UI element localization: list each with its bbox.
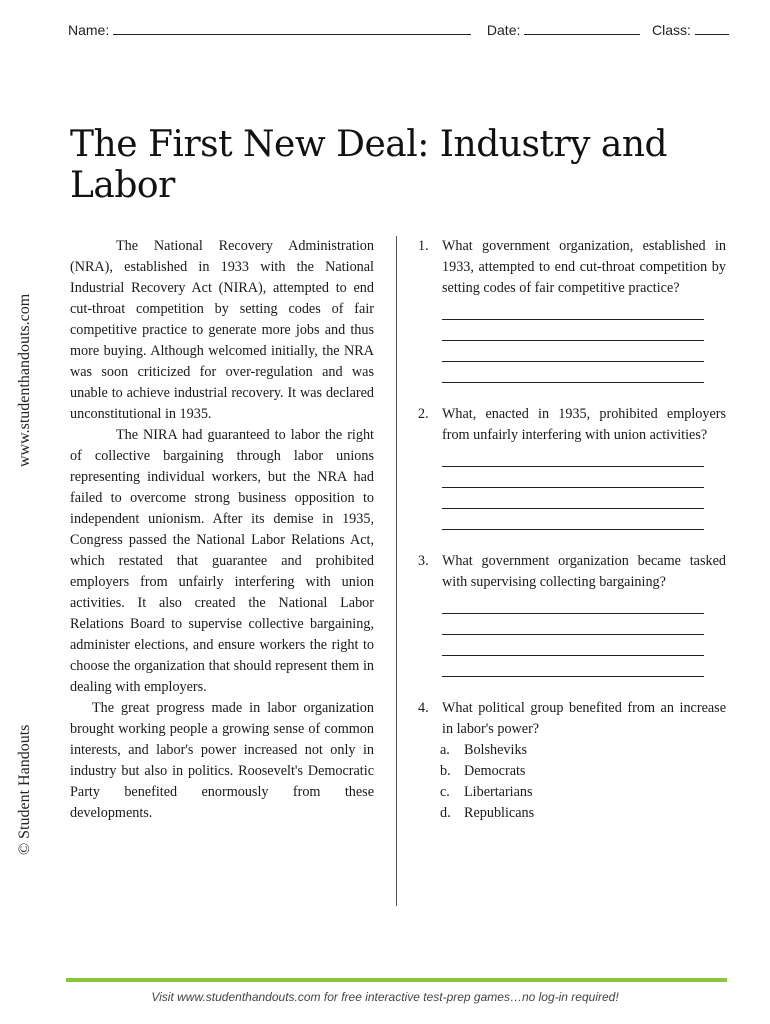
date-label: Date:: [486, 22, 521, 38]
answer-line[interactable]: [442, 320, 704, 341]
question-text: What government organization became tasked with supervising collecting bargaining?: [442, 553, 726, 590]
answer-line[interactable]: [442, 341, 704, 362]
question-number: 4.: [418, 700, 429, 716]
sidebar-website: www.studenthandouts.com: [16, 293, 33, 467]
question-4: [418, 698, 726, 740]
question-text: What, enacted in 1935, prohibited employers from unfairly interfering with union activities?: [442, 406, 726, 443]
answer-options: [418, 740, 726, 824]
date-blank[interactable]: [524, 22, 640, 35]
footer-note: Visit www.studenthandouts.com for free interactive test-prep games…no log-in required!: [151, 990, 619, 1004]
option-d[interactable]: d. Republicans: [440, 805, 535, 821]
passage-paragraph: The great progress made in labor organization brought working people a growing sense of common interests, and labor's power increased not only in industry but also in politics. Roosevelt's Democratic Party benefited enormously from these developments.: [70, 700, 374, 821]
answer-line[interactable]: [442, 299, 704, 320]
class-blank[interactable]: [695, 22, 729, 35]
page-title: The First New Deal: Industry and Labor: [70, 124, 668, 206]
question-list: [418, 236, 726, 824]
passage-paragraph: The National Recovery Administration (NRA), established in 1933 with the National Industrial Recovery Act (NIRA), attempted to end cut-throat competition by setting codes of fair competitive practice to generate more jobs and thus more buying. Although welcomed initially, the NRA was soon criticized for over-regulation and was unable to achieve industrial recovery. It was declared unconstitutional in 1935.: [70, 238, 374, 422]
footer-divider: [66, 978, 727, 982]
question-text: What government organization, established in 1933, attempted to end cut-throat competition by setting codes of fair competitive practice?: [442, 238, 726, 296]
passage-paragraph: The NIRA had guaranteed to labor the right of collective bargaining through labor unions representing individual workers, but the NRA had failed to overcome strong business opposition to independent unionism. After its demise in 1935, Congress passed the National Labor Relations Act, which restated that guarantee and prohibited employers from unfairly interfering with union activities. It also created the National Labor Relations Board to supervise collective bargaining, administer elections, and ensure workers the right to choose the organization that should represent them in dealing with employers.: [70, 427, 374, 695]
column-divider: [396, 236, 397, 906]
student-info-header: [68, 22, 728, 38]
question-1: [418, 236, 726, 299]
answer-line[interactable]: [442, 509, 704, 530]
sidebar-copyright: © Student Handouts: [16, 724, 33, 855]
question-number: 1.: [418, 238, 429, 254]
answer-line[interactable]: [442, 446, 704, 467]
answer-line[interactable]: [442, 614, 704, 635]
question-3: [418, 551, 726, 593]
answer-line[interactable]: [442, 593, 704, 614]
answer-line[interactable]: [442, 635, 704, 656]
option-b[interactable]: b. Democrats: [440, 763, 526, 779]
name-blank[interactable]: [113, 22, 471, 35]
class-label: Class:: [652, 22, 691, 38]
answer-line[interactable]: [442, 362, 704, 383]
option-c[interactable]: c. Libertarians: [440, 784, 533, 800]
question-number: 2.: [418, 406, 429, 422]
answer-line[interactable]: [442, 488, 704, 509]
option-a[interactable]: a. Bolsheviks: [440, 742, 528, 758]
answer-line[interactable]: [442, 467, 704, 488]
answer-line[interactable]: [442, 656, 704, 677]
name-label: Name:: [68, 22, 110, 38]
question-text: What political group benefited from an increase in labor's power?: [442, 700, 726, 737]
reading-passage: [70, 236, 374, 824]
question-2: [418, 404, 726, 446]
question-number: 3.: [418, 553, 429, 569]
